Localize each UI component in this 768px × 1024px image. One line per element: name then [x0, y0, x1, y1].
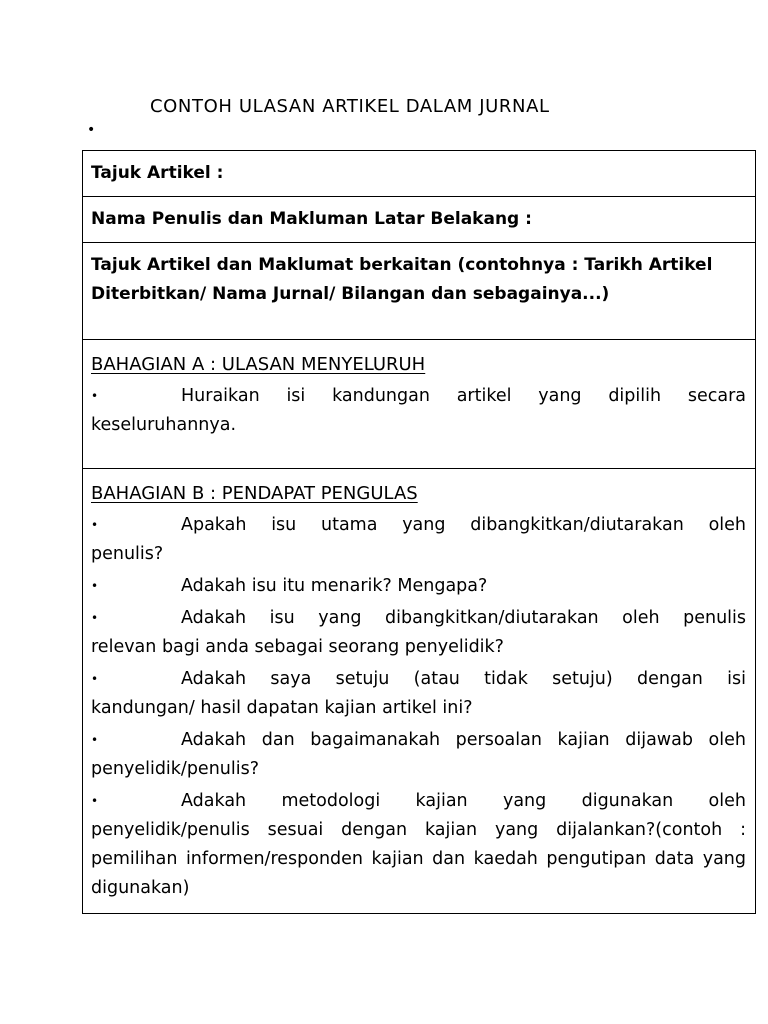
item-first-line: • Adakah saya setuju (atau tidak setuju) dengan isi: [91, 665, 746, 694]
item-first-line: • Adakah metodologi kajian yang digunakan oleh: [91, 787, 746, 816]
section-a-cell: [83, 340, 756, 469]
row-article-details: Tajuk Artikel dan Maklumat berkaitan (contohnya : Tarikh Artikel Diterbitkan/ Nama Jurnal/ Bilangan dan sebagainya...): [83, 243, 756, 340]
item-continuation: keseluruhannya.: [91, 415, 237, 435]
section-b-heading: BAHAGIAN B : PENDAPAT PENGULAS: [91, 483, 418, 504]
section-a-heading: BAHAGIAN A : ULASAN MENYELURUH: [91, 354, 426, 375]
item-first-line: • Huraikan isi kandungan artikel yang dipilih secara: [91, 382, 746, 411]
item-first-line: • Adakah isu itu menarik? Mengapa?: [91, 572, 746, 601]
item-continuation: kandungan/ hasil dapatan kajian artikel ini?: [91, 698, 473, 718]
section-b-cell: [83, 469, 756, 914]
item-first-line: • Adakah dan bagaimanakah persoalan kajian dijawab oleh: [91, 726, 746, 755]
document-title: CONTOH ULASAN ARTIKEL DALAM JURNAL: [150, 96, 550, 117]
list-item: [91, 604, 746, 662]
list-item: [91, 511, 746, 569]
review-table: [82, 150, 756, 914]
table-row: [83, 340, 756, 469]
item-continuation: relevan bagi anda sebagai seorang penyelidik?: [91, 637, 504, 657]
item-continuation: penyelidik/penulis?: [91, 759, 260, 779]
list-item: [91, 382, 746, 440]
table-row: [83, 243, 756, 340]
item-continuation: penulis?: [91, 544, 164, 564]
list-item: [91, 787, 746, 903]
stray-bullet: •: [87, 122, 96, 138]
list-item: [91, 572, 746, 601]
table-row: [83, 197, 756, 243]
table-row: [83, 469, 756, 914]
item-first-line: • Adakah isu yang dibangkitkan/diutarakan oleh penulis: [91, 604, 746, 633]
row-author-info: Nama Penulis dan Makluman Latar Belakang :: [83, 197, 756, 243]
item-continuation: penyelidik/penulis sesuai dengan kajian yang dijalankan?(contoh : pemilihan informen/responden kajian dan kaedah pengutipan data yang digunakan): [91, 820, 746, 898]
list-item: [91, 726, 746, 784]
item-first-line: • Apakah isu utama yang dibangkitkan/diutarakan oleh: [91, 511, 746, 540]
row-article-title: Tajuk Artikel :: [83, 151, 756, 197]
table-row: [83, 151, 756, 197]
list-item: [91, 665, 746, 723]
